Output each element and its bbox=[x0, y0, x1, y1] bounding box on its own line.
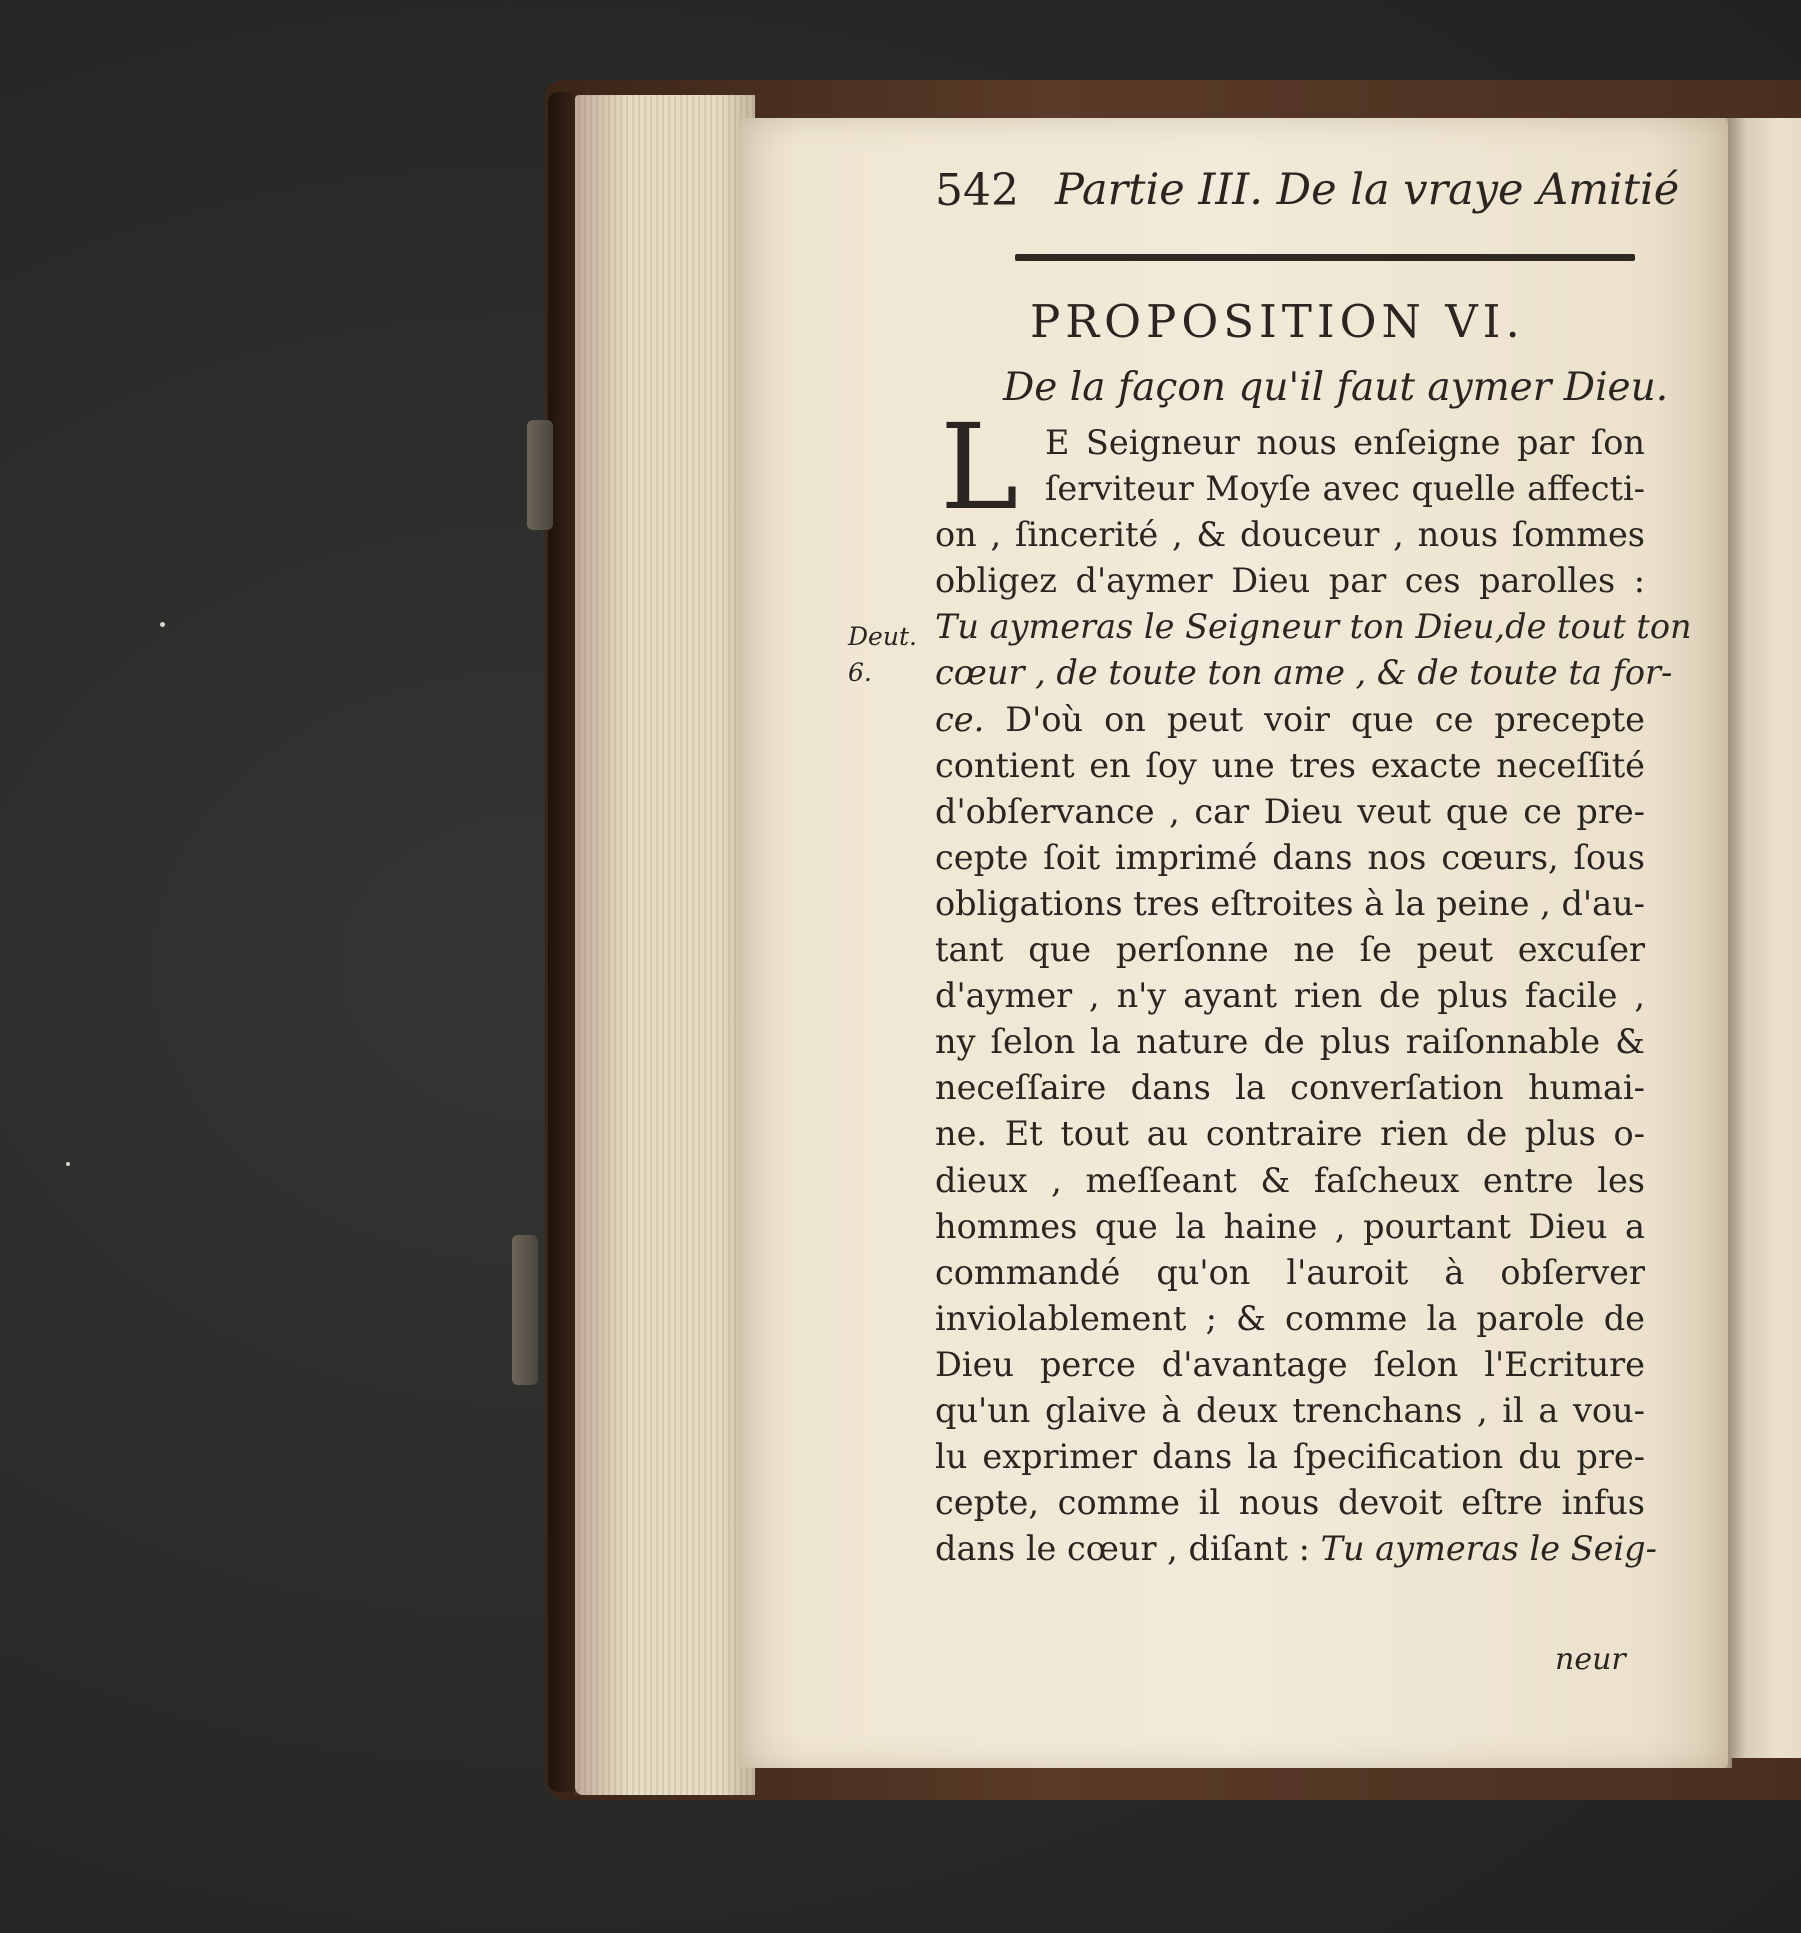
drop-capital: L bbox=[940, 398, 1019, 536]
text-line: hommes que la haine , pourtant Dieu a bbox=[935, 1206, 1645, 1246]
page-number: 542 bbox=[935, 165, 1019, 216]
text-line: ce. D'où on peut voir que ce precepte bbox=[935, 699, 1645, 739]
text-line: commandé qu'on l'auroit à obſerver bbox=[935, 1252, 1645, 1292]
text-line: tant que perſonne ne ſe peut excuſer bbox=[935, 930, 1645, 970]
text-line: contient en ſoy une tres exacte neceſſité bbox=[935, 745, 1645, 785]
margin-note-chapter: 6. bbox=[848, 658, 872, 687]
proposition-heading: PROPOSITION VI. bbox=[1030, 295, 1525, 348]
text-line: obligez d'aymer Dieu par ces parolles : bbox=[935, 561, 1645, 601]
lower-clasp-icon bbox=[512, 1235, 538, 1385]
text-line: obligations tres eſtroites à la peine , d'au- bbox=[935, 883, 1645, 923]
dust-speck bbox=[160, 622, 165, 627]
book-spine bbox=[548, 92, 576, 1792]
text-line: d'aymer , n'y ayant rien de plus facile , bbox=[935, 976, 1645, 1016]
text-line: lu exprimer dans la ſpecification du pre- bbox=[935, 1437, 1645, 1477]
text-line: inviolablement ; & comme la parole de bbox=[935, 1298, 1645, 1338]
running-title: Partie III. De la vraye Amitié bbox=[1055, 165, 1680, 215]
text-line: Dieu perce d'avantage ſelon l'Ecriture bbox=[935, 1344, 1645, 1384]
text-line: on , ſincerité , & douceur , nous ſommes bbox=[935, 515, 1645, 555]
text-line: E Seigneur nous enſeigne par ſon bbox=[1045, 423, 1645, 462]
proposition-subheading: De la façon qu'il faut aymer Dieu. bbox=[1003, 365, 1669, 410]
text-line: dans le cœur , diſant : Tu aymeras le Seig- bbox=[935, 1529, 1657, 1569]
upper-clasp-icon bbox=[527, 420, 553, 530]
text-line: ne. Et tout au contraire rien de plus o- bbox=[935, 1114, 1645, 1154]
text-line: cepte ſoit imprimé dans nos cœurs, ſous bbox=[935, 837, 1645, 877]
facing-page bbox=[1728, 118, 1801, 1758]
margin-note-book: Deut. bbox=[848, 622, 917, 651]
catchword: neur bbox=[1555, 1642, 1626, 1677]
text-line: dieux , meſſeant & faſcheux entre les bbox=[935, 1160, 1645, 1200]
text-line: neceſſaire dans la converſation humai- bbox=[935, 1068, 1645, 1108]
text-line: ny ſelon la nature de plus raiſonnable & bbox=[935, 1022, 1645, 1062]
text-line: cœur , de toute ton ame , & de toute ta for- bbox=[935, 653, 1673, 693]
text-line: Tu aymeras le Seigneur ton Dieu,de tout ton bbox=[935, 607, 1692, 647]
text-line: cepte, comme il nous devoit eſtre infus bbox=[935, 1483, 1645, 1523]
text-line: d'obſervance , car Dieu veut que ce pre- bbox=[935, 791, 1645, 831]
header-rule bbox=[1015, 254, 1635, 261]
text-line: ſerviteur Moyſe avec quelle affecti- bbox=[1045, 469, 1645, 509]
text-line: qu'un glaive à deux trenchans , il a vou- bbox=[935, 1390, 1645, 1430]
page-edges bbox=[575, 95, 755, 1795]
body-text bbox=[935, 420, 1692, 1572]
dust-speck bbox=[66, 1162, 70, 1166]
